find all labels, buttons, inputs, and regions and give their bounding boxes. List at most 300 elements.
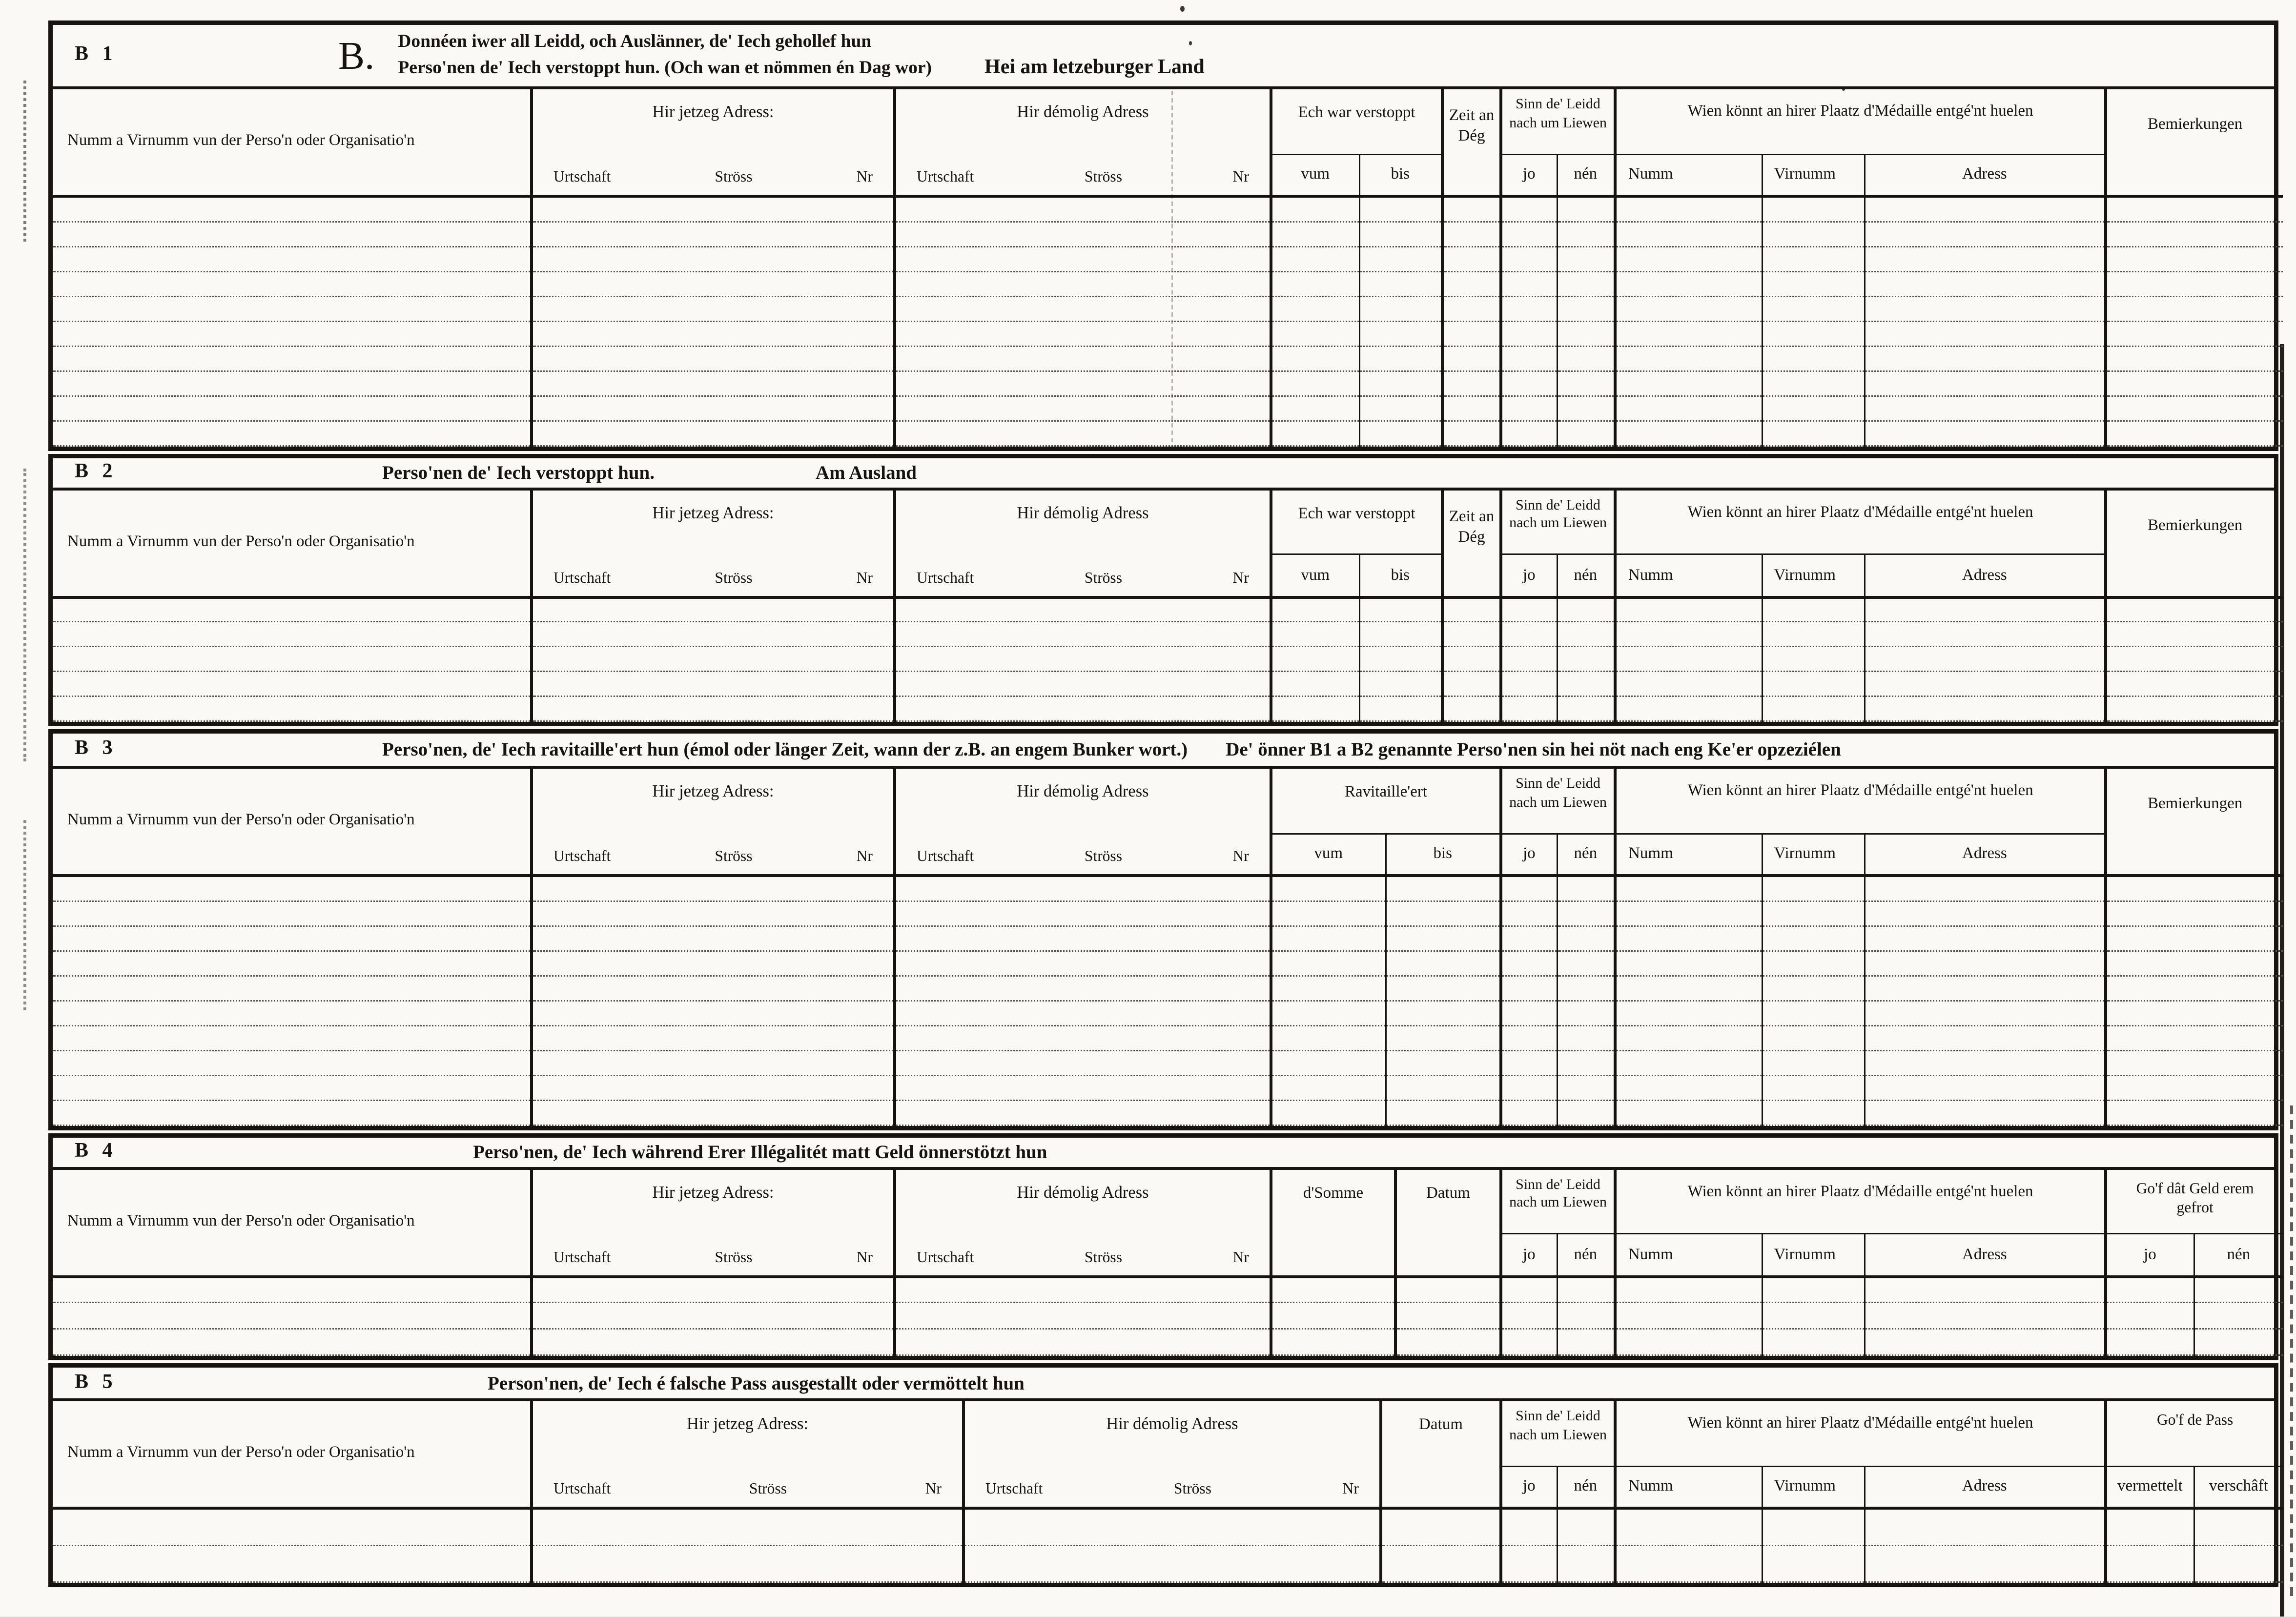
entry-cell (2106, 901, 2283, 925)
entry-row (53, 1025, 2283, 1050)
entry-cell (2106, 1329, 2194, 1355)
entry-cell (1762, 1303, 1864, 1329)
hidden-period-label: Ech war verstoppt (1298, 504, 1415, 522)
entry-cell (964, 1545, 1381, 1581)
entry-cell (1501, 296, 1557, 321)
entry-cell (1501, 221, 1557, 246)
entry-cell (1615, 1545, 1762, 1581)
entry-cell (532, 420, 895, 445)
entry-cell (1385, 1050, 1501, 1075)
entry-cell (1762, 1508, 1864, 1545)
column-header-name (53, 490, 532, 597)
column-header-date (1381, 1401, 1501, 1508)
entry-cell (1762, 647, 1864, 672)
entry-cell (1271, 196, 1359, 221)
entry-cell (895, 901, 1271, 925)
entry-cell (2106, 925, 2283, 950)
entry-cell (1359, 370, 1442, 395)
entry-cell (1271, 1050, 1385, 1075)
date-label: Datum (1426, 1184, 1470, 1202)
b3-title-right: De' önner B1 a B2 genannte Perso'nen sin hei nöt nach eng Ke'er opzeziélen (1226, 738, 1841, 760)
entry-cell (532, 271, 895, 296)
entry-cell (532, 1508, 964, 1545)
entry-cell (1864, 271, 2106, 296)
entry-cell (53, 1508, 532, 1545)
b2-entry-rows (53, 597, 2283, 721)
entry-row (53, 1329, 2283, 1355)
subheader-numm: Numm (1615, 154, 1762, 196)
column-header-former-address (895, 89, 1271, 196)
column-header-remarks (2106, 490, 2283, 597)
entry-cell (53, 975, 532, 1000)
entry-cell (1864, 1508, 2106, 1545)
subheader-virnumm: Virnumm (1762, 554, 1864, 597)
entry-cell (1557, 1100, 1615, 1125)
entry-cell (532, 1050, 895, 1075)
address-subheaders (554, 571, 873, 587)
column-header-former-address (964, 1401, 1381, 1508)
entry-cell (532, 925, 895, 950)
entry-row (53, 196, 2283, 221)
entry-cell (1359, 420, 1442, 445)
entry-cell (1385, 1100, 1501, 1125)
b1-table (53, 89, 2283, 446)
entry-cell (895, 370, 1271, 395)
medal-recipient-label: Wien könnt an hirer Plaatz d'Médaille entgé'nt huelen (1687, 102, 2033, 120)
b1-letter: B. (338, 33, 375, 77)
entry-cell (1557, 1000, 1615, 1025)
entry-cell (2106, 672, 2283, 696)
entry-cell (1762, 1025, 1864, 1050)
subheader-nen: nén (1557, 154, 1615, 196)
subheader-numm: Numm (1615, 1466, 1762, 1508)
entry-cell (2106, 647, 2283, 672)
name-col-label: Numm a Virnumm vun der Perso'n oder Organisatio'n (67, 1211, 415, 1229)
urtschaft-label: Urtschaft (554, 1482, 611, 1498)
entry-row (53, 696, 2283, 721)
entry-cell (1359, 321, 1442, 346)
nr-label: Nr (1232, 170, 1249, 186)
address-subheaders (985, 1482, 1359, 1498)
entry-cell (1442, 246, 1501, 271)
entry-cell (1864, 321, 2106, 346)
supplied-label: Ravitaille'ert (1344, 783, 1428, 801)
entry-cell (1501, 950, 1557, 975)
b4-table (53, 1169, 2283, 1356)
entry-cell (1864, 672, 2106, 696)
entry-cell (1557, 346, 1615, 370)
current-address-label: Hir jetzeg Adress: (652, 783, 774, 801)
entry-cell (1501, 1025, 1557, 1050)
b5-entry-rows (53, 1508, 2283, 1581)
entry-cell (1762, 975, 1864, 1000)
entry-cell (1557, 370, 1615, 395)
entry-cell (532, 597, 895, 622)
column-header-current-address (532, 769, 895, 876)
entry-row (53, 321, 2283, 346)
column-header-former-address (895, 1169, 1271, 1276)
entry-cell (1501, 1050, 1557, 1075)
entry-cell (1271, 420, 1359, 445)
entry-cell (532, 950, 895, 975)
entry-cell (1557, 975, 1615, 1000)
entry-cell (1359, 246, 1442, 271)
entry-cell (895, 622, 1271, 647)
entry-cell (1615, 1303, 1762, 1329)
column-header-duration (1442, 89, 1501, 196)
stross-label: Ströss (715, 849, 753, 865)
entry-cell (1762, 876, 1864, 901)
entry-cell (1271, 672, 1359, 696)
entry-cell (53, 647, 532, 672)
entry-cell (1501, 1545, 1557, 1581)
entry-cell (53, 395, 532, 420)
entry-cell (1864, 296, 2106, 321)
entry-cell (532, 672, 895, 696)
entry-cell (1385, 1000, 1501, 1025)
entry-cell (532, 1075, 895, 1100)
subheader-bis: bis (1359, 554, 1442, 597)
entry-cell (53, 1000, 532, 1025)
entry-cell (1864, 901, 2106, 925)
column-header-name (53, 769, 532, 876)
entry-cell (1557, 1329, 1615, 1355)
entry-cell (1442, 647, 1501, 672)
entry-cell (1762, 296, 1864, 321)
scan-artifact (1180, 6, 1185, 12)
entry-cell (1615, 246, 1762, 271)
entry-cell (1442, 321, 1501, 346)
entry-row (53, 647, 2283, 672)
stross-label: Ströss (1084, 1249, 1122, 1266)
entry-cell (1615, 597, 1762, 622)
entry-cell (1501, 1508, 1557, 1545)
current-address-label: Hir jetzeg Adress: (652, 104, 774, 122)
former-address-label: Hir démolig Adress (1017, 504, 1149, 522)
entry-cell (1501, 1303, 1557, 1329)
former-address-label: Hir démolig Adress (1106, 1416, 1238, 1433)
address-subheaders (917, 571, 1249, 587)
current-address-label: Hir jetzeg Adress: (686, 1416, 809, 1433)
entry-cell (895, 975, 1271, 1000)
entry-cell (2106, 246, 2283, 271)
entry-cell (964, 1508, 1381, 1545)
entry-cell (895, 696, 1271, 721)
scan-artifact (2290, 1105, 2293, 1596)
entry-cell (53, 296, 532, 321)
stross-label: Ströss (1084, 170, 1122, 186)
entry-cell (53, 346, 532, 370)
urtschaft-label: Urtschaft (554, 570, 611, 587)
current-address-label: Hir jetzeg Adress: (652, 1184, 774, 1202)
entry-cell (53, 1075, 532, 1100)
entry-cell (895, 321, 1271, 346)
entry-cell (1501, 346, 1557, 370)
nr-label: Nr (856, 570, 873, 587)
entry-cell (1615, 1329, 1762, 1355)
entry-cell (2106, 1075, 2283, 1100)
entry-cell (2194, 1329, 2283, 1355)
entry-cell (53, 622, 532, 647)
entry-cell (2106, 346, 2283, 370)
entry-cell (1615, 647, 1762, 672)
former-address-label: Hir démolig Adress (1017, 1184, 1149, 1202)
entry-cell (1359, 597, 1442, 622)
entry-cell (532, 1100, 895, 1125)
b2-title: Perso'nen de' Iech verstoppt hun. (382, 460, 655, 483)
entry-cell (1557, 221, 1615, 246)
subheader-jo: jo (1501, 554, 1557, 597)
entry-cell (1762, 395, 1864, 420)
entry-cell (1864, 1025, 2106, 1050)
entry-cell (1271, 271, 1359, 296)
entry-cell (1359, 346, 1442, 370)
subheader-repaid-nen: nén (2194, 1234, 2283, 1276)
subheader-nen: nén (1557, 833, 1615, 876)
b4-title: Perso'nen, de' Iech während Erer Illégalitét matt Geld önnerstötzt hun (473, 1140, 1047, 1162)
b1-title-line2 (398, 54, 1204, 84)
entry-cell (1615, 1276, 1762, 1303)
entry-cell (1864, 950, 2106, 975)
entry-cell (532, 296, 895, 321)
entry-cell (1557, 901, 1615, 925)
entry-cell (1762, 271, 1864, 296)
entry-cell (1864, 221, 2106, 246)
column-header-still-alive (1501, 89, 1615, 154)
entry-cell (895, 1075, 1271, 1100)
entry-cell (1615, 196, 1762, 221)
entry-cell (1864, 370, 2106, 395)
medal-recipient-label: Wien könnt an hirer Plaatz d'Médaille entgé'nt huelen (1687, 1182, 2033, 1200)
entry-cell (1271, 876, 1385, 901)
entry-cell (532, 876, 895, 901)
entry-cell (532, 1025, 895, 1050)
entry-cell (1864, 622, 2106, 647)
column-header-current-address (532, 1401, 964, 1508)
entry-cell (1557, 622, 1615, 647)
still-alive-label: Sinn de' Leidd nach um Liewen (1509, 776, 1607, 811)
column-header-hidden-period (1271, 89, 1442, 154)
entry-cell (1501, 975, 1557, 1000)
entry-cell (1271, 346, 1359, 370)
entry-row (53, 1508, 2283, 1545)
entry-cell (1557, 1545, 1615, 1581)
entry-cell (1359, 296, 1442, 321)
entry-cell (53, 420, 532, 445)
entry-cell (1864, 925, 2106, 950)
entry-cell (2106, 420, 2283, 445)
entry-cell (1271, 1075, 1385, 1100)
entry-cell (2106, 1508, 2194, 1545)
subheader-vum: vum (1271, 554, 1359, 597)
entry-cell (1864, 975, 2106, 1000)
nr-label: Nr (1342, 1482, 1359, 1498)
entry-cell (1864, 420, 2106, 445)
column-header-former-address (895, 490, 1271, 597)
entry-cell (1864, 1329, 2106, 1355)
name-col-label: Numm a Virnumm vun der Perso'n oder Organisatio'n (67, 811, 415, 829)
entry-cell (1557, 1508, 1615, 1545)
entry-cell (1271, 925, 1385, 950)
column-header-medal-recipient (1615, 769, 2106, 833)
nr-label: Nr (1232, 1249, 1249, 1266)
still-alive-label: Sinn de' Leidd nach um Liewen (1509, 497, 1607, 532)
section-b5 (48, 1363, 2278, 1587)
entry-cell (2106, 876, 2283, 901)
column-header-medal-recipient (1615, 1169, 2106, 1234)
entry-cell (1385, 925, 1501, 950)
nr-label: Nr (1232, 849, 1249, 865)
entry-cell (532, 346, 895, 370)
entry-row (53, 370, 2283, 395)
entry-cell (1442, 346, 1501, 370)
entry-cell (1615, 696, 1762, 721)
address-subheaders (554, 170, 873, 186)
entry-cell (532, 1329, 895, 1355)
entry-cell (1615, 296, 1762, 321)
entry-cell (1501, 876, 1557, 901)
column-header-former-address (895, 769, 1271, 876)
entry-cell (1762, 321, 1864, 346)
address-subheaders (917, 1250, 1249, 1266)
entry-cell (1385, 975, 1501, 1000)
entry-cell (1557, 876, 1615, 901)
entry-cell (1501, 321, 1557, 346)
entry-cell (1501, 696, 1557, 721)
entry-cell (1615, 321, 1762, 346)
entry-cell (895, 1303, 1271, 1329)
entry-cell (1395, 1276, 1501, 1303)
entry-cell (2106, 221, 2283, 246)
column-header-name (53, 1169, 532, 1276)
entry-cell (1557, 696, 1615, 721)
entry-cell (1864, 696, 2106, 721)
entry-cell (2106, 1025, 2283, 1050)
entry-cell (1762, 696, 1864, 721)
urtschaft-label: Urtschaft (554, 170, 611, 186)
entry-cell (53, 876, 532, 901)
entry-cell (1864, 1100, 2106, 1125)
entry-cell (1501, 395, 1557, 420)
subheader-adress: Adress (1864, 554, 2106, 597)
entry-cell (1762, 622, 1864, 647)
b1-title-bar (53, 25, 2274, 89)
entry-cell (53, 1329, 532, 1355)
still-alive-label: Sinn de' Leidd nach um Liewen (1509, 97, 1607, 131)
entry-cell (2106, 597, 2283, 622)
column-header-current-address (532, 89, 895, 196)
entry-cell (1864, 1303, 2106, 1329)
former-address-label: Hir démolig Adress (1017, 104, 1149, 122)
entry-cell (1271, 321, 1359, 346)
entry-cell (1762, 901, 1864, 925)
entry-cell (895, 221, 1271, 246)
entry-cell (895, 647, 1271, 672)
entry-cell (2106, 395, 2283, 420)
entry-cell (1864, 647, 2106, 672)
entry-cell (53, 1100, 532, 1125)
entry-cell (1615, 876, 1762, 901)
column-header-duration (1442, 490, 1501, 597)
entry-cell (53, 221, 532, 246)
entry-cell (1385, 950, 1501, 975)
section-b3 (48, 729, 2278, 1130)
b1-title (398, 27, 1204, 83)
b1-title-emphasis: Hei am letzeburger Land (984, 57, 1205, 79)
entry-cell (2106, 1276, 2194, 1303)
urtschaft-label: Urtschaft (917, 1249, 974, 1266)
entry-cell (53, 370, 532, 395)
remarks-label: Bemierkungen (2147, 516, 2243, 534)
entry-cell (2106, 271, 2283, 296)
entry-row (53, 975, 2283, 1000)
entry-cell (1762, 672, 1864, 696)
section-b4 (48, 1133, 2278, 1361)
entry-cell (1271, 221, 1359, 246)
entry-cell (1501, 420, 1557, 445)
entry-cell (53, 1050, 532, 1075)
column-header-still-alive (1501, 1169, 1615, 1234)
remarks-label: Bemierkungen (2147, 116, 2243, 133)
entry-cell (53, 597, 532, 622)
entry-cell (1557, 1050, 1615, 1075)
stross-label: Ströss (715, 170, 753, 186)
entry-cell (1385, 901, 1501, 925)
entry-cell (1762, 950, 1864, 975)
urtschaft-label: Urtschaft (985, 1482, 1043, 1498)
duration-label: Zeit an Dég (1449, 507, 1495, 546)
entry-cell (1615, 1000, 1762, 1025)
subheader-numm: Numm (1615, 554, 1762, 597)
urtschaft-label: Urtschaft (917, 170, 974, 186)
entry-cell (53, 271, 532, 296)
subheader-jo: jo (1501, 1234, 1557, 1276)
b2-section-label: B 2 (75, 460, 117, 483)
b4-title-bar (53, 1137, 2274, 1169)
column-header-remarks (2106, 89, 2283, 196)
medal-recipient-label: Wien könnt an hirer Plaatz d'Médaille entgé'nt huelen (1687, 1414, 2033, 1432)
entry-cell (1271, 1329, 1395, 1355)
entry-cell (53, 321, 532, 346)
entry-cell (1442, 395, 1501, 420)
b5-section-label: B 5 (75, 1371, 117, 1393)
entry-cell (1762, 1075, 1864, 1100)
subheader-adress: Adress (1864, 154, 2106, 196)
entry-cell (2106, 975, 2283, 1000)
column-header-current-address (532, 490, 895, 597)
entry-cell (1501, 196, 1557, 221)
entry-cell (1381, 1508, 1501, 1545)
b3-title-bar (53, 734, 2274, 769)
entry-cell (53, 696, 532, 721)
entry-cell (1615, 395, 1762, 420)
entry-row (53, 672, 2283, 696)
entry-cell (1359, 647, 1442, 672)
b5-title-bar (53, 1368, 2274, 1401)
column-header-medal-recipient (1615, 1401, 2106, 1466)
entry-cell (1557, 271, 1615, 296)
stross-label: Ströss (715, 1249, 753, 1266)
entry-row (53, 346, 2283, 370)
entry-cell (1501, 370, 1557, 395)
entry-cell (1615, 370, 1762, 395)
subheader-numm: Numm (1615, 1234, 1762, 1276)
entry-cell (895, 246, 1271, 271)
entry-cell (895, 1025, 1271, 1050)
entry-cell (532, 321, 895, 346)
entry-cell (895, 1329, 1271, 1355)
entry-cell (532, 975, 895, 1000)
